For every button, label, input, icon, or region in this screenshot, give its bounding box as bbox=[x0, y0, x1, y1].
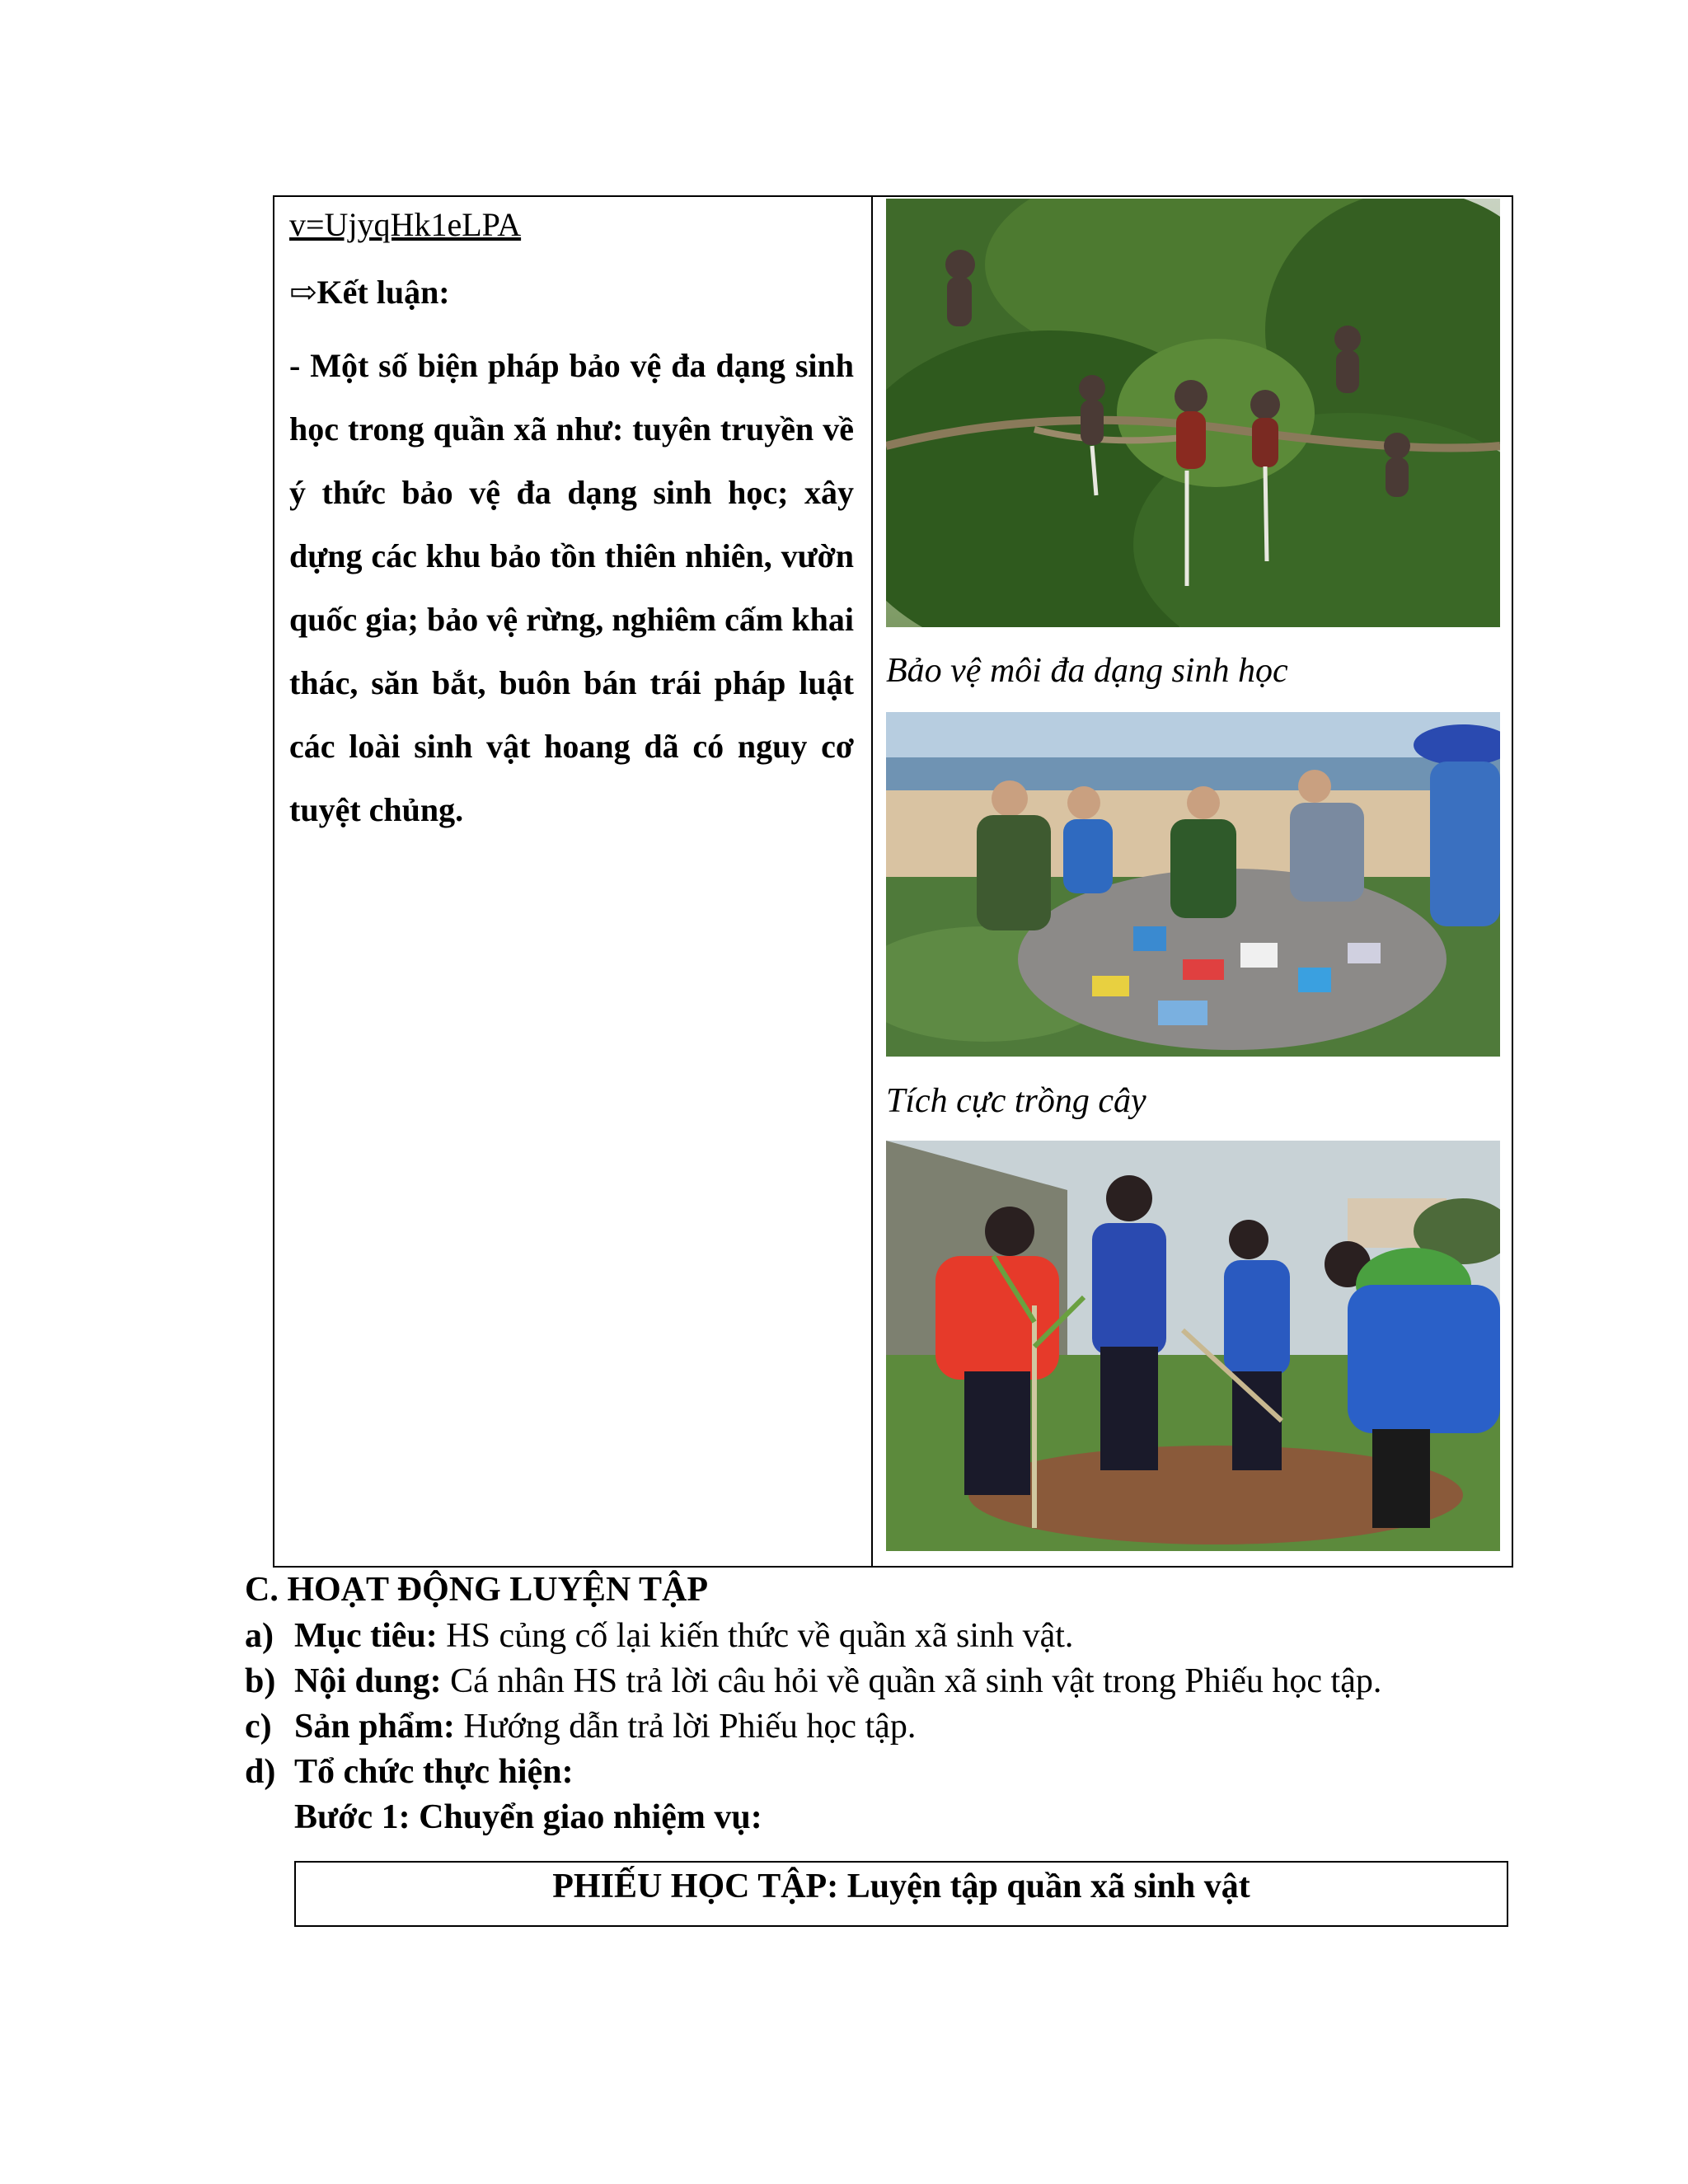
section-heading: C. HOẠT ĐỘNG LUYỆN TẬP bbox=[245, 1571, 709, 1609]
list-marker: c) bbox=[245, 1708, 272, 1746]
content-table bbox=[273, 195, 1513, 1568]
caption-planting: Tích cực trồng cây bbox=[886, 1082, 1146, 1120]
conclusion-title: Kết luận: bbox=[316, 274, 450, 311]
worksheet-title: PHIẾU HỌC TẬP: Luyện tập quần xã sinh vật bbox=[552, 1868, 1250, 1905]
step-heading: Bước 1: Chuyển giao nhiệm vụ: bbox=[294, 1798, 762, 1836]
text-cell bbox=[289, 197, 854, 841]
item-text: Hướng dẫn trả lời Phiếu học tập. bbox=[454, 1708, 917, 1746]
item-label: Sản phẩm: bbox=[294, 1708, 455, 1746]
conclusion-text: - Một số biện pháp bảo vệ đa dạng sinh học trong quần xã như: tuyên truyền về ý thức bảo vệ đa dạng sinh học; xây dựng các khu bảo tồn thiên nhiên, vườn quốc gia; bảo vệ rừng, nghiêm cấm khai thác, săn bắt, buôn bán trái pháp luật các loài sinh vật hoang dã có nguy cơ tuyệt chủng. bbox=[289, 347, 854, 828]
table-column-divider bbox=[871, 197, 873, 1566]
list-item-b bbox=[245, 1659, 1381, 1704]
item-label: Tổ chức thực hiện: bbox=[294, 1753, 574, 1791]
item-label: Mục tiêu: bbox=[294, 1617, 438, 1655]
list-item-d bbox=[245, 1750, 574, 1794]
item-text: HS củng cố lại kiến thức về quần xã sinh vật. bbox=[437, 1617, 1074, 1655]
video-url-fragment[interactable]: v=UjyqHk1eLPA bbox=[289, 206, 522, 243]
list-marker: a) bbox=[245, 1617, 274, 1655]
caption-biodiversity: Bảo vệ môi đa dạng sinh học bbox=[886, 652, 1288, 690]
monkeys-photo bbox=[886, 199, 1500, 627]
conclusion-heading bbox=[289, 268, 854, 317]
arrow-icon: ⇨ bbox=[289, 274, 317, 311]
list-marker: d) bbox=[245, 1753, 276, 1791]
list-marker: b) bbox=[245, 1662, 276, 1700]
beach-cleanup-photo bbox=[886, 712, 1500, 1057]
list-item-a bbox=[245, 1614, 1073, 1658]
worksheet-title-box bbox=[294, 1861, 1508, 1927]
item-label: Nội dung: bbox=[294, 1662, 442, 1700]
list-item-c bbox=[245, 1704, 916, 1749]
item-text: Cá nhân HS trả lời câu hỏi về quần xã sinh vật trong Phiếu học tập. bbox=[441, 1662, 1382, 1700]
tree-planting-photo bbox=[886, 1141, 1500, 1551]
